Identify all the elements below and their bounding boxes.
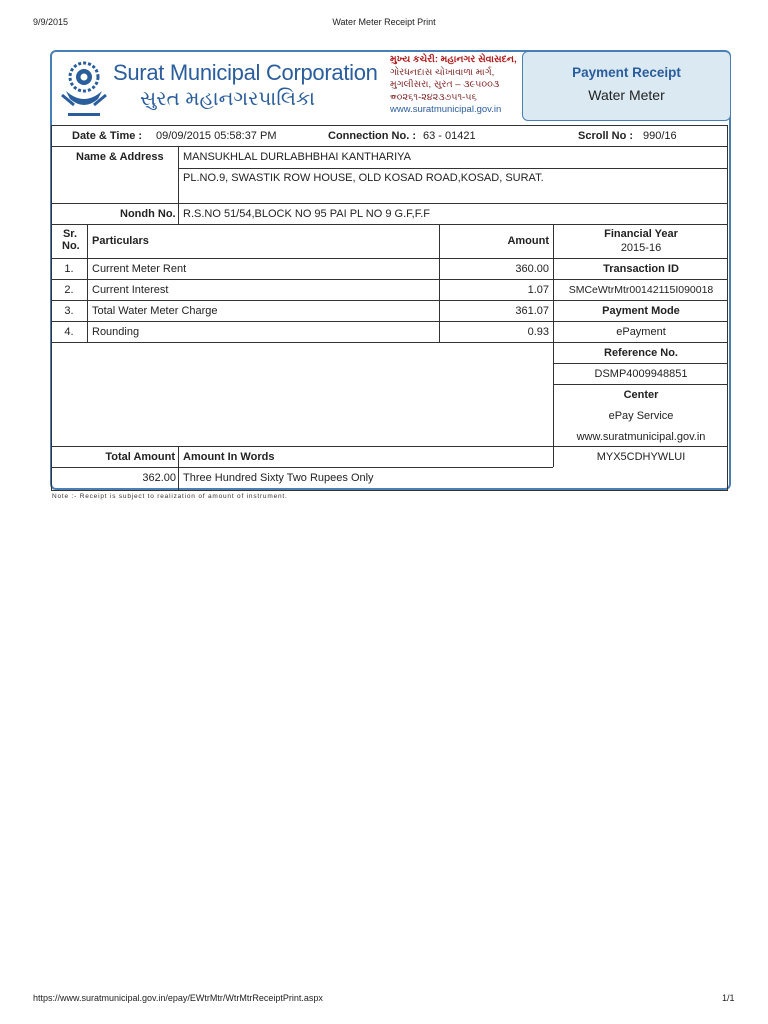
payment-receipt-box (522, 51, 731, 121)
address-line: મુગલીસરા, સુરત – ૩૯૫૦૦૩ (390, 79, 500, 90)
sr-cell: 3. (64, 305, 74, 317)
amount-in-words-value: Three Hundred Sixty Two Rupees Only (183, 472, 374, 484)
payment-mode-value: ePayment (616, 326, 666, 338)
financial-year-label: Financial Year (604, 228, 678, 240)
corporation-name-gu: સુરત મહાનગરપાલિકા (140, 88, 315, 110)
particular-cell: Total Water Meter Charge (92, 305, 218, 317)
sr-cell: 4. (64, 326, 74, 338)
payment-mode-label: Payment Mode (602, 305, 680, 317)
scroll-label: Scroll No : (578, 130, 634, 142)
date-label: Date & Time : (72, 130, 143, 142)
sr-header-line2: No. (62, 240, 80, 252)
address-line: ગોરધનદાસ ચોખાવાળા માર્ગ, (390, 66, 495, 78)
date-value: 09/09/2015 05:58:37 PM (156, 130, 277, 142)
amount-header: Amount (507, 235, 549, 247)
name-value: MANSUKHLAL DURLABHBHAI KANTHARIYA (183, 151, 411, 163)
nondh-label: Nondh No. (120, 208, 176, 220)
verification-code: MYX5CDHYWLUI (596, 451, 686, 463)
sr-cell: 1. (64, 263, 74, 275)
receipt-subtitle: Water Meter (588, 87, 665, 103)
website-link[interactable]: www.suratmunicipal.gov.in (390, 104, 502, 115)
particulars-header: Particulars (92, 235, 149, 247)
center-value: ePay Service (608, 410, 674, 422)
transaction-id-value: SMCeWtrMtr00142115I090018 (568, 284, 714, 296)
total-amount-label: Total Amount (105, 451, 175, 463)
financial-year-value: 2015-16 (620, 242, 662, 254)
head-office-address (390, 54, 520, 117)
corporation-logo-icon (58, 55, 110, 121)
amount-in-words-label: Amount In Words (183, 451, 275, 463)
print-date: 9/9/2015 (33, 17, 69, 27)
sr-header-line1: Sr. (62, 228, 78, 240)
name-address-label: Name & Address (76, 151, 164, 163)
corporation-name-en: Surat Municipal Corporation (113, 60, 378, 85)
receipt-title: Payment Receipt (572, 65, 681, 80)
sr-cell: 2. (64, 284, 74, 296)
address-value: PL.NO.9, SWASTIK ROW HOUSE, OLD KOSAD ROAD,KOSAD, SURAT. (183, 172, 544, 184)
reference-value: DSMP4009948851 (594, 368, 688, 380)
nondh-value: R.S.NO 51/54,BLOCK NO 95 PAI PL NO 9 G.F,F.F (183, 208, 430, 220)
total-amount-value: 362.00 (142, 472, 176, 484)
transaction-id-label: Transaction ID (603, 263, 679, 275)
particular-cell: Current Meter Rent (92, 263, 187, 275)
amount-cell: 360.00 (515, 263, 549, 275)
amount-cell: 0.93 (527, 326, 549, 338)
center-website: www.suratmunicipal.gov.in (576, 431, 706, 443)
connection-label: Connection No. : (328, 130, 416, 142)
particular-cell: Rounding (92, 326, 140, 338)
print-url: https://www.suratmunicipal.gov.in/epay/EWtrMtr/WtrMtrReceiptPrint.aspx (33, 993, 323, 1003)
print-page-number: 1/1 (722, 993, 735, 1003)
sr-header (62, 228, 78, 252)
address-line: ☎૦૨૬૧-૨૪૨૩૭૫૧-૫૬ (390, 91, 477, 103)
print-title: Water Meter Receipt Print (332, 17, 436, 27)
reference-label: Reference No. (604, 347, 678, 359)
amount-cell: 361.07 (515, 305, 549, 317)
center-label: Center (623, 389, 659, 401)
connection-value: 63 - 01421 (423, 130, 476, 142)
particular-cell: Current Interest (92, 284, 169, 296)
address-line: મુખ્ય કચેરી: મહાનગર સેવાસદન, (390, 54, 517, 65)
amount-cell: 1.07 (527, 284, 549, 296)
receipt-note: Note :- Receipt is subject to realization of amount of instrument. (52, 493, 288, 500)
scroll-value: 990/16 (643, 130, 677, 142)
